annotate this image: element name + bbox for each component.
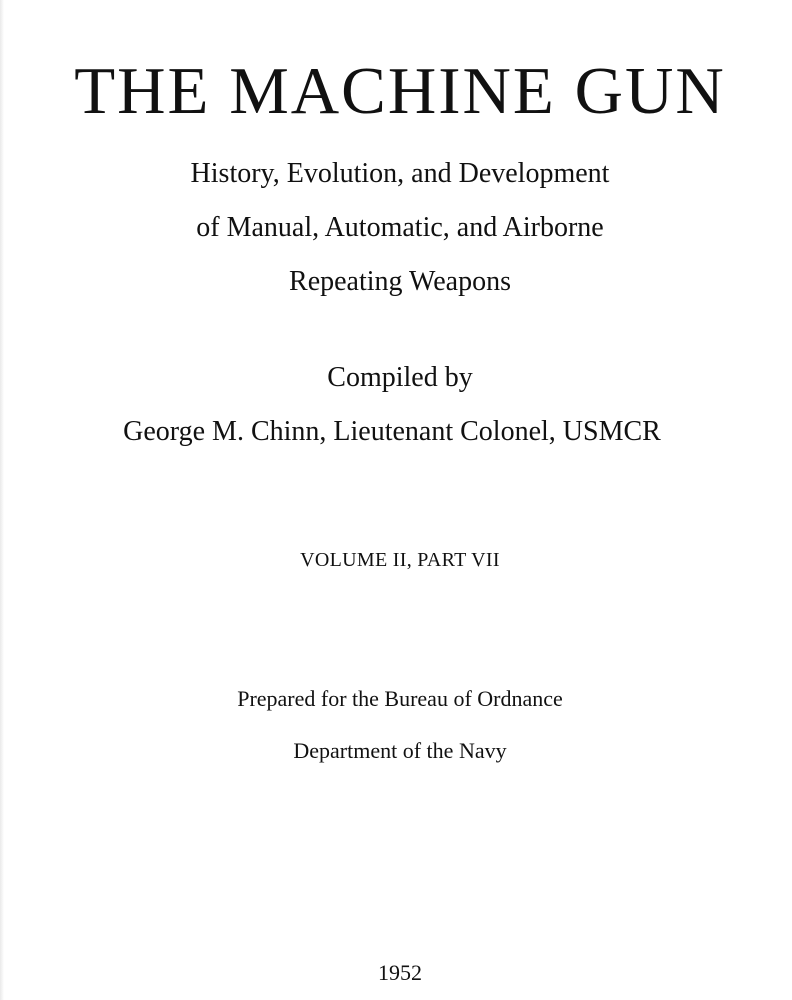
subtitle-line-1: History, Evolution, and Development xyxy=(190,158,610,189)
publication-year: 1952 xyxy=(378,960,422,985)
author-name: George M. Chinn, Lieutenant Colonel, USMCR xyxy=(123,416,661,447)
subtitle-line-2: of Manual, Automatic, and Airborne xyxy=(196,212,604,243)
page-edge-shadow xyxy=(0,0,4,1000)
prepared-for-line: Prepared for the Bureau of Ordnance xyxy=(237,686,563,711)
compiled-by-label: Compiled by xyxy=(327,362,473,393)
department-line: Department of the Navy xyxy=(293,738,507,763)
volume-label: VOLUME II, PART VII xyxy=(300,549,500,571)
book-title: THE MACHINE GUN xyxy=(74,54,726,128)
subtitle-line-3: Repeating Weapons xyxy=(289,266,511,297)
